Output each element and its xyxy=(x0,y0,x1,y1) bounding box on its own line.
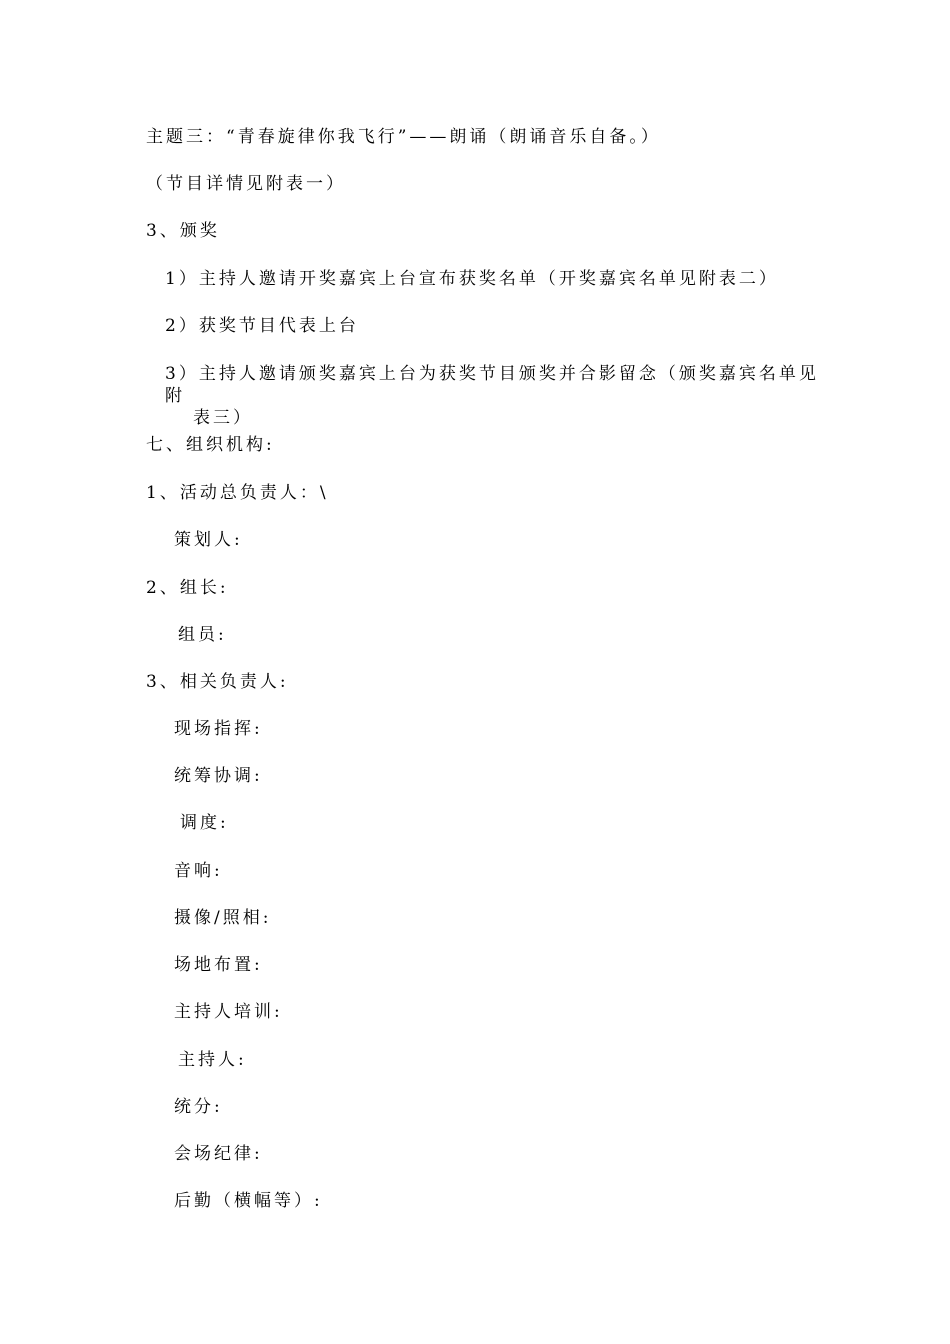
role-coordination: 统筹协调: xyxy=(174,766,263,786)
award-step-1: 1）主持人邀请开奖嘉宾上台宣布获奖名单（开奖嘉宾名单见附表二） xyxy=(165,269,779,289)
role-host-training: 主持人培训: xyxy=(174,1002,283,1022)
award-step-3 xyxy=(165,363,825,429)
role-logistics: 后勤（横幅等）: xyxy=(174,1191,323,1211)
item-3-related-leads: 3、相关负责人: xyxy=(146,672,289,692)
role-photo: 摄像/照相: xyxy=(174,908,272,928)
role-sound: 音响: xyxy=(174,861,223,881)
role-host: 主持人: xyxy=(178,1050,247,1070)
members-label: 组员: xyxy=(178,625,227,645)
award-step-3-line-1: 3）主持人邀请颁奖嘉宾上台为获奖节目颁奖并合影留念（颁奖嘉宾名单见附 xyxy=(165,364,819,406)
planner-label: 策划人: xyxy=(174,530,243,550)
item-1-general-lead: 1、活动总负责人：\ xyxy=(146,483,329,503)
role-scoring: 统分: xyxy=(174,1097,223,1117)
section-3-award-heading: 3、颁奖 xyxy=(146,221,220,241)
theme3-line: 主题三：“青春旋律你我飞行”——朗诵（朗诵音乐自备。） xyxy=(146,127,661,147)
role-discipline: 会场纪律: xyxy=(174,1144,263,1164)
item-2-group-leader: 2、组长: xyxy=(146,578,229,598)
role-venue-setup: 场地布置: xyxy=(174,955,263,975)
section-7-heading: 七、组织机构: xyxy=(146,435,275,455)
role-dispatch: 调度: xyxy=(180,813,229,833)
detail-note: （节目详情见附表一） xyxy=(146,174,346,194)
award-step-2: 2）获奖节目代表上台 xyxy=(165,316,359,336)
award-step-3-line-2: 表三） xyxy=(193,408,253,428)
role-onsite-command: 现场指挥: xyxy=(174,719,263,739)
